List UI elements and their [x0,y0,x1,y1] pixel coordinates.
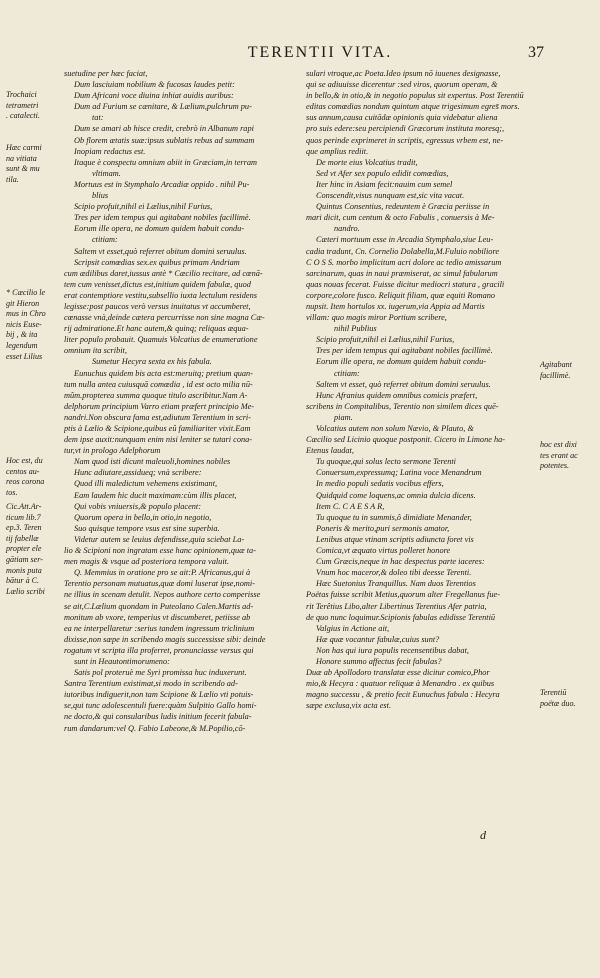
text-line: Poëtas fuisse scribit Metius,quorum alter Fregellanus fue- [306,590,500,600]
text-line: sarcinarum, quas in naui præmiserat, ac simul fabularum [306,268,498,278]
text-line: omnium ita scribit, [64,346,127,356]
margin-note-line: Terentiū [540,688,567,697]
text-line: Lenibus atque vtinam scriptis adiuncta foret vis [316,534,474,544]
text-line: Quorum opera in bello,in otio,in negotio, [74,512,212,522]
text-line: Tu quoque tu in summis,ô dimidiate Menander, [316,512,472,522]
left-margin-note-coins [6,456,64,498]
text-line: Suo quisque tempore vsus est sine superbia. [74,523,220,533]
text-line: de quo nunc loquimur.Scipionis fabulas edidisse Terentiū [306,612,496,622]
margin-note-line: ticum lib.7 [6,512,41,522]
page-header [0,44,600,66]
margin-note-line: Hæc carmi [6,143,42,152]
margin-note-line: Lælio scribi [6,586,45,596]
text-line: sunt in Heautontimorumeno: [74,656,170,666]
text-line: Tres per idem tempus qui agitabant nobiles facillimè. [316,346,493,356]
text-line: Eam laudem hic ducit maximam:cùm illis placet, [74,490,237,500]
text-line: Conscendit,visus nunquam est,sic vita vacat. [316,191,465,201]
text-line: ne illius in scenam detulit. Nepos authore certo comperisse [64,590,261,600]
text-line: corpore,colore fusco. Reliquit filiam, quæ equiti Romano [306,290,496,300]
text-line: erat contemptiore vestitu,subsellio iuxta lectulum residens [64,290,257,300]
text-line: Duæ ab Apollodoro translatæ esse dicitur comico,Phor [306,668,490,678]
text-line: Qui vobis vniuersis,& populo placent: [74,501,201,511]
text-line: Dum ad Furium se cænitare, & Lælium,pulchrum pu- [74,102,252,112]
text-line: liter populo probauit. Quamuis Volcatius de enumeratione [64,335,258,345]
text-line: Tres per idem tempus qui agitabant nobiles facillimè. [74,213,251,223]
text-line: sæpe exclusa,vix acta est. [306,701,392,711]
text-line: legisse:post paucos verò versus inuitatus vt accumberet, [64,301,251,311]
text-line: tat: [92,113,104,123]
text-line: Cæcilio sed Licinio quoque postponit. Cicero in Limone ha- [306,435,506,445]
text-line: Dum se amari ab hisce credit, crebrò in Albanum rapi [74,124,254,134]
margin-note-line: potentes. [540,461,569,471]
margin-note-line: bij , & ita [6,330,38,340]
text-line: ptis à Lælio & Scipione,quibus eû familiariter vixit.Eam [64,424,251,433]
text-line: Itaque è conspectu omnium abiit in Græciam,in terram [74,157,257,167]
margin-note-line: Hoc est, du [6,456,43,465]
text-line: tem cum venisset,dictus est,initium quidem fabulæ, quod [64,279,251,289]
text-line: cœnasse vnà,deinde cætera percurrisse non sine magna Cæ- [64,313,265,323]
text-line: Quintus Consentius, redeuntem è Græcia periisse in [316,202,490,212]
text-line: Iter hinc in Asiam fecit:nauim cum semel [316,179,453,189]
text-line: Cæteri mortuum esse in Arcadia Stymphalo,siue Leu- [316,235,494,245]
text-line: ctitiam: [92,235,118,245]
text-line: rit Terêtius Libo,alter Libertinus Terentius Afer patria, [306,601,487,611]
left-text-column [64,68,300,734]
running-title: TERENTII VITA. [247,44,393,61]
margin-note-line: mus in Chro [6,309,46,319]
text-line: Item C. C A E S A R, [316,501,385,511]
text-line: De morte eius Volcatius tradit, [316,157,418,167]
text-line: Scripsit comœdias sex.ex quibus primam Andriam [74,257,240,267]
text-line: que amplius rediit. [306,146,369,156]
text-line: suetudine per hæc faciat, [64,69,148,78]
text-line: Valgius in Actione ait, [316,623,390,633]
right-margin-note-agitabant [540,360,600,381]
left-margin-note-verses [6,143,64,185]
left-margin-note-meter [6,90,64,122]
text-line: men magis & vsque ad posteriora tempora valuit. [64,557,230,567]
margin-note-line: git Hieron [6,298,40,308]
text-line: cum ædilibus daret,iussus antè * Cæcilio recitare, ad cœnā- [64,268,263,278]
text-line: se,qui tunc adolescentuli fuere:quàm Sulpitio Gallo homi- [64,701,257,711]
right-text-column [306,68,542,711]
margin-note-line: propter ele [6,544,42,554]
margin-note-line: . catalecti. [6,111,40,121]
text-line: monitum ab vxore, temperius vt discumberet, petiisse ab [64,612,251,622]
text-line: ctitiam: [334,368,360,378]
text-line: Videtur autem se leuius defendisse,quia sciebat La- [74,534,245,544]
text-line: Inopiam redactus est. [74,146,146,156]
text-line: Quidquid come loquens,ac omnia dulcia dicens. [316,490,476,500]
text-line: Sed vt Afer sex populo edidit comœdias, [316,168,449,178]
text-line: villam: quo magis miror Portium scribere, [306,313,447,323]
text-line: Hæc Suetonius Tranquillus. Nam duos Terentios [316,579,476,589]
text-line: dem ipse auxit:nunquam enim nisi leniter se tutari cona- [64,435,253,445]
text-line: Santra Terentium existimat,si modo in scribendo ad- [64,679,238,689]
text-line: Cum Græcis,neque in hac despectus parte iaceres: [316,557,485,567]
text-line: delphorum principium Varro etiam præfert principio Me- [64,401,255,411]
margin-note-line: tila. [6,174,19,184]
margin-note-line: hoc est dixi [540,440,577,449]
text-line: In medio populi sedatis vocibus effers, [316,479,444,489]
text-line: Poneris & merito,puri sermonis amator, [316,523,450,533]
text-line: blius [92,191,109,201]
text-line: Dum lasciuiam nobilium & fucosas laudes petit: [74,80,235,90]
text-line: vltimam. [92,168,121,178]
text-line: Scipio profuit,nihil ei Lælius,nihil Furius, [74,202,213,212]
text-line: Hunc adiutare,assidueq; vnà scribere: [74,468,202,478]
text-line: Vnum hoc maceror,& doleo tibi deesse Terenti. [316,568,472,578]
text-line: Dum Africani voce diuina inhiat auidis auribus: [74,91,234,101]
left-margin-note-cicero [6,502,64,597]
text-line: quas nouas fecerat. Fuisse dicitur mediocri statura , gracili [306,279,505,289]
margin-note-line: Agitabant [540,360,572,369]
text-line: se ait,C.Lælium quondam in Puteolano Calen.Martis ad- [64,601,254,611]
text-line: nandro. [334,224,360,234]
text-line: mio,& Hecyra : quatuor reliquæ à Menandro . ex quibus [306,679,495,689]
text-line: ne docto,& qui consularibus ludis initium fecerit fabula- [64,712,252,722]
text-line: rij admiratione.Et hanc autem,& quinq; reliquas æqua- [64,324,249,334]
text-line: Sumetur Hecyra sexta ex his fabula. [92,357,212,367]
text-line: sus annum,causa cuitādæ opinionis quia videbatur aliena [306,113,498,123]
margin-note-line: reos corona [6,477,45,487]
margin-note-line: esset Lilius [6,351,43,361]
text-line: tum nulla antea cuiusquā comœdia , id est octo milia nū- [64,379,253,389]
text-line: mari dicit, cum centum & octo Fabulis , conuersis à Me- [306,213,495,223]
text-line: Hæ quæ vocantur fabulæ,cuius sunt? [316,634,440,644]
text-line: lio & Scipioni non ingratam esse hanc opinionem,quæ ta- [64,546,256,556]
text-line: cadia tradunt, Cn. Cornelio Dolabella,M.Fuluio nobiliore [306,246,500,256]
text-line: Eunuchus quidem bis acta est:meruitq; pretium quan- [74,368,253,378]
text-line: dixisse,non sæpe in scribendo magis successisse sibi: deinde [64,634,266,644]
margin-note-line: sunt & mu [6,164,40,174]
text-line: Nam quod isti dicunt maleuoli,homines nobiles [74,457,231,467]
text-line: pro suis edere:seu percipiendi Græcorum instituta moresq;, [306,124,505,134]
text-line: Terentio personam mutuatus,quæ domi luserat ipse,nomi- [64,579,255,589]
right-margin-note-potentes [540,440,600,472]
text-line: Tu quoque,qui solus lecto sermone Terenti [316,457,456,467]
text-line: ea ne interpellaretur :serius tandem ingressum triclinium [64,623,255,633]
text-line: tur,vt in prologo Adelphorum [64,446,161,456]
margin-note-line: ep.3. Teren [6,523,42,533]
margin-note-line: tij fabellæ [6,533,39,543]
text-line: qui se adiuuisse dicerentur :sed viros, quorum operam, & [306,80,498,90]
text-line: Mortuus est in Stymphalo Arcadiæ oppido . nihil Pu- [74,179,250,189]
text-line: Ob florem ætatis suæ:ipsus sublatis rebus ad summam [74,135,255,145]
margin-note-line: facillimè. [540,370,571,380]
margin-note-line: * Cæcilio le [6,288,46,297]
margin-note-line: tes erant ac [540,450,578,460]
signature-mark: d [480,828,486,842]
text-line: Eorum ille opera, ne domum quidem habuit condu- [316,357,487,367]
text-line: Eorum ille opera, ne domum quidem habuit condu- [74,224,245,234]
margin-note-line: na vitiata [6,153,37,163]
margin-note-line: Trochaici [6,90,37,99]
text-line: Hunc Afranius quidem omnibus comicis præfert, [316,390,478,400]
text-line: Saltem vt esset,quò referret obitum domini seruulus. [74,246,247,256]
text-line: piam. [334,412,353,422]
margin-note-line: monis puta [6,565,42,575]
text-line: nupsit. Item hortulos xx. iugerum,via Appia ad Martis [306,301,485,311]
text-line: magno successu , & pretio fecit Eunuchus fabula : Hecyra [306,690,500,700]
text-line: rum dandarum:vel Q. Fabio Labeone,& M.Popilio,cō- [64,723,246,733]
text-line: scribens in Compitalibus, Terentio non similem dices quē- [306,401,499,411]
text-line: Non has qui iura populis recensentibus dabat, [316,645,469,655]
text-line: Honore summo affectus fecit fabulas? [316,656,442,666]
page-number: 37 [528,44,544,61]
text-line: rogatum vt scripta illa proferret, pronunciasse versus qui [64,645,254,655]
text-line: nandri.Non obscura fama est,adiutum Terentium in scri- [64,412,251,422]
margin-note-line: gātiam ser- [6,554,43,564]
margin-note-line: tetrametri [6,100,39,110]
right-margin-note-two-poets [540,688,600,709]
text-line: Saltem vt esset, quò referret obitum domini seruulus. [316,379,491,389]
margin-note-line: nicis Euse- [6,319,42,329]
text-line: Etenus laudat, [306,446,354,456]
text-line: Comica,vt æquato virtus polleret honore [316,546,451,556]
text-line: in bello,& in otio,& in negotio populus sit expertus. Post Terentiū [306,91,524,101]
margin-note-line: bātur à C. [6,576,40,586]
left-margin-note-caecilius [6,288,64,362]
text-line: Quod illi maledictum vehemens existimant, [74,479,218,489]
margin-note-line: centos au- [6,466,40,476]
text-line: Satis pol proteruè me Syri promissa huc induxerunt. [74,668,247,678]
margin-note-line: legendum [6,340,38,350]
text-line: mûm.propterea summa quoque titulo ascribitur.Nam A- [64,390,248,400]
text-line: Q. Memmius in oratione pro se ait:P. Africanus,qui à [74,568,251,578]
text-line: iutoribus indiguerit,non tam Scipione & Lælio vti potuis- [64,690,254,700]
text-line: quos perinde exprimeret in scriptis, egressus vrbem est, ne- [306,135,504,145]
margin-note-line: Cic.Att.Ar- [6,502,42,511]
text-line: nihil Publius [334,324,377,334]
text-line: Volcatius autem non solum Nævio, & Plauto, & [316,424,474,433]
text-line: Conuersum,expressumq; Latina voce Menandrum [316,468,482,478]
margin-note-line: poëtæ duo. [540,698,576,708]
text-line: Scipio profuit,nihil ei Lælius,nihil Furius, [316,335,455,345]
text-line: editas comœdias nondum quintum atque trigesimum egres̄ mors. [306,102,520,112]
text-line: C O S S. morbo implicitum acri dolore ac tedio amissarum [306,257,502,267]
text-line: sulari vtroque,ac Poeta.Ideo ipsum nō iuuenes designasse, [306,69,501,78]
margin-note-line: tos. [6,487,18,497]
